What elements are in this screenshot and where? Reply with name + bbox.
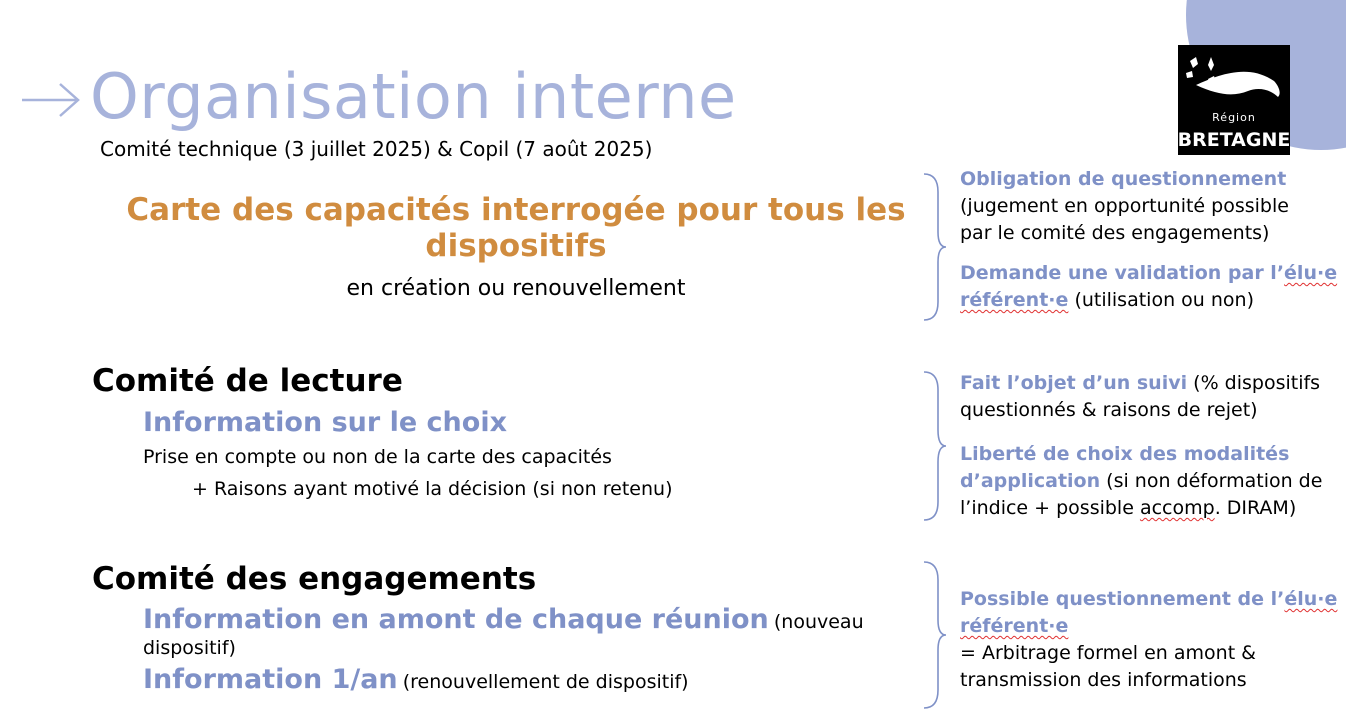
right-block-5 [960, 586, 1337, 694]
region-bretagne-logo [1178, 45, 1290, 155]
right-brace-2 [918, 370, 948, 522]
right-block-5-line4: transmission des informations [960, 669, 1247, 691]
section1-heading: Carte des capacités interrogée pour tous les dispositifs [126, 192, 906, 264]
right-block-4-line3b: . DIRAM) [1214, 497, 1297, 519]
section3-line1 [143, 604, 864, 635]
arrow-right-icon [22, 82, 82, 118]
right-block-2-elue: élu·e [1284, 262, 1338, 284]
right-block-4-rest: (si non déformation de [1106, 470, 1323, 492]
hermine-bird-icon [1178, 45, 1290, 115]
right-block-4-accomp: accomp [1139, 497, 1215, 519]
right-block-3-line2: questionnés & raisons de rejet) [960, 399, 1258, 421]
logo-region-text: Région [1212, 111, 1256, 124]
right-block-1-line3: par le comité des engagements) [960, 222, 1270, 244]
section2-line2: + Raisons ayant motivé la décision (si non retenu) [192, 478, 673, 500]
section3-blue1: Information en amont de chaque réunion [143, 604, 769, 635]
section3-line1-cont: dispositif) [143, 637, 236, 659]
right-block-4-title1: Liberté de choix des modalités [960, 443, 1290, 465]
right-block-1 [960, 166, 1289, 247]
right-block-2-rest: (utilisation ou non) [1074, 289, 1254, 311]
section3-heading: Comité des engagements [92, 561, 537, 597]
right-block-2-referente: référent·e [960, 289, 1069, 311]
right-block-1-title: Obligation de questionnement [960, 168, 1287, 190]
right-block-4-title2: d’application [960, 470, 1101, 492]
section3-blue1-suffix: (nouveau [773, 611, 864, 633]
right-block-5-line3: = Arbitrage formel en amont & [960, 642, 1257, 664]
right-block-3-title: Fait l’objet d’un suivi [960, 372, 1188, 394]
right-block-5-title-a: Possible questionnement de l’ [960, 588, 1285, 610]
right-block-4 [960, 441, 1322, 522]
section1-subheading: en création ou renouvellement [346, 276, 686, 301]
right-brace-1 [918, 172, 948, 322]
page-title: Organisation interne [90, 60, 737, 133]
logo-bretagne-text: BRETAGNE [1178, 129, 1290, 151]
right-block-5-elue: élu·e [1284, 588, 1338, 610]
right-block-4-line3a: l’indice + possible [960, 497, 1134, 519]
right-block-2-title-a: Demande une validation par l’ [960, 262, 1285, 284]
right-block-3 [960, 370, 1320, 424]
section3-blue2-suffix: (renouvellement de dispositif) [402, 671, 689, 693]
section3-blue2: Information 1/an [143, 664, 398, 695]
right-block-1-line2: (jugement en opportunité possible [960, 195, 1289, 217]
page-subtitle: Comité technique (3 juillet 2025) & Copil (7 août 2025) [100, 137, 653, 161]
right-block-5-referente: référent·e [960, 615, 1069, 637]
section2-line1: Prise en compte ou non de la carte des capacités [143, 446, 612, 468]
section2-heading: Comité de lecture [92, 363, 403, 399]
right-block-2 [960, 260, 1337, 314]
section3-line2 [143, 664, 689, 695]
right-brace-3 [918, 560, 948, 710]
right-block-3-rest: (% dispositifs [1193, 372, 1321, 394]
section2-blue-heading: Information sur le choix [143, 407, 507, 438]
